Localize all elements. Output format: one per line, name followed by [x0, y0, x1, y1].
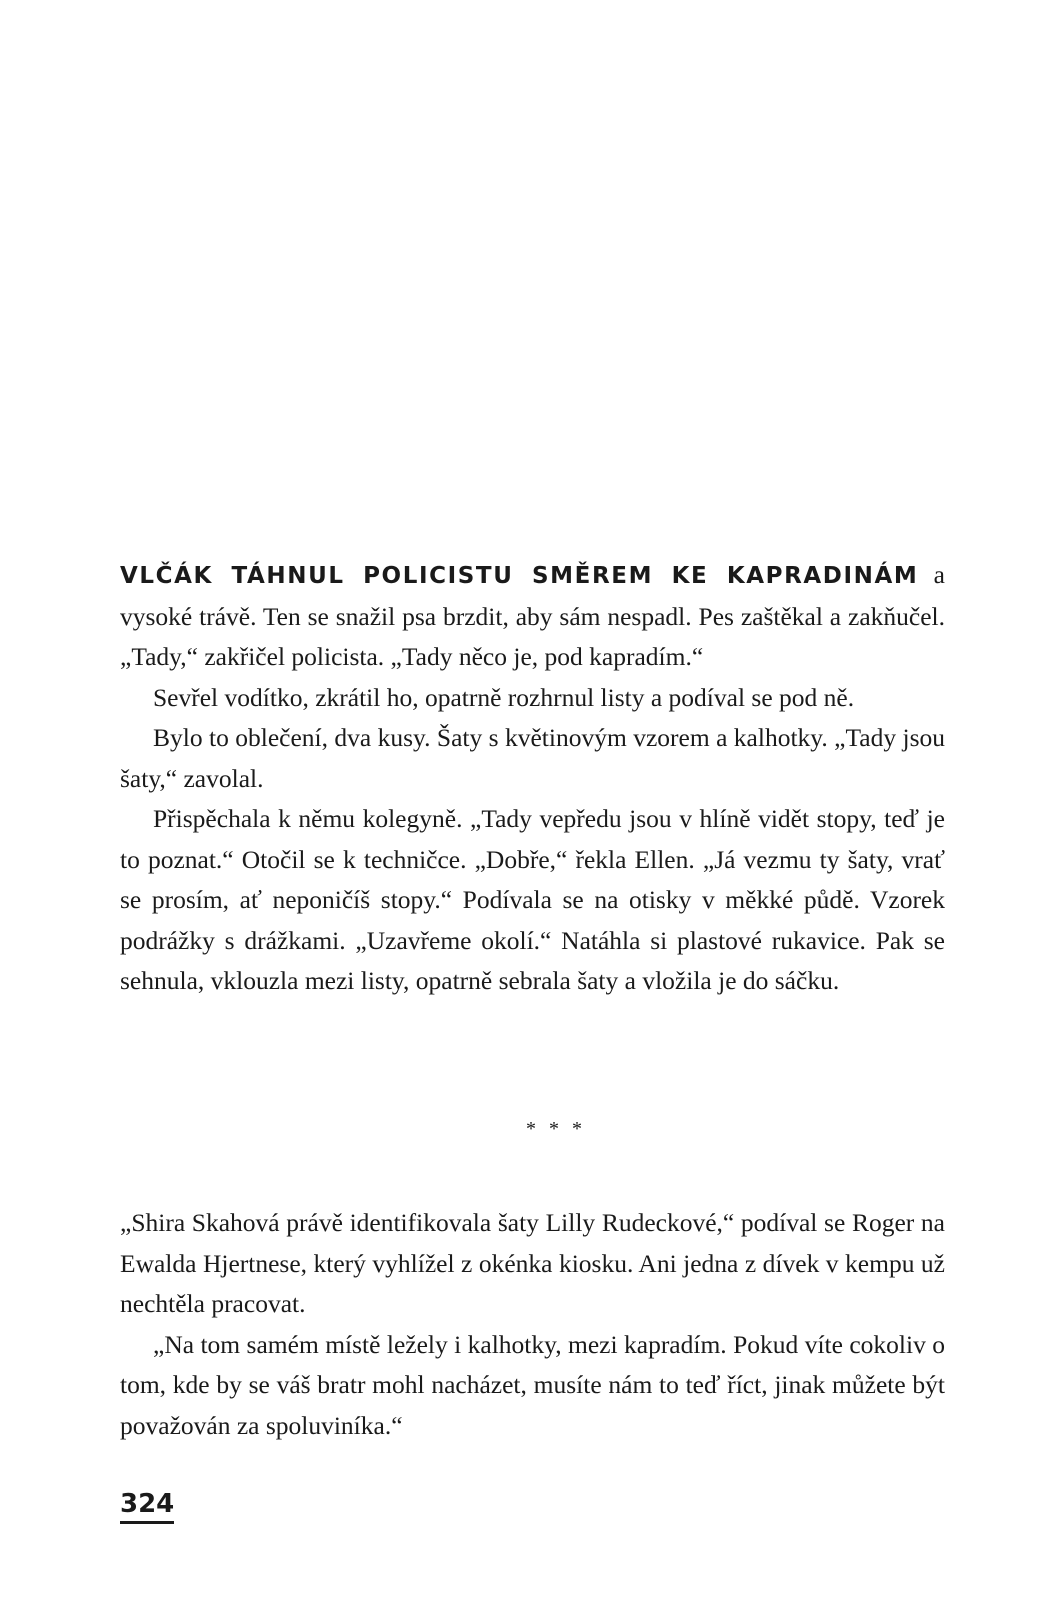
scene-section: [120, 1203, 945, 1446]
chapter-lead-in: VLČÁK TÁHNUL POLICISTU SMĚREM KE KAPRADINÁM: [120, 563, 919, 589]
chapter-section: [120, 555, 945, 1002]
opening-paragraph-text: a vysoké trávě. Ten se snažil psa brzdit, aby sám nespadl. Pes zaštěkal a zakňučel. „Tady,“ zakřičel policista. „Tady něco je, pod kapradím.“: [120, 560, 945, 671]
paragraph: Sevřel vodítko, zkrátil ho, opatrně rozhrnul listy a podíval se pod ně.: [153, 682, 855, 712]
paragraph: Přispěchala k němu kolegyně. „Tady vepředu jsou v hlíně vidět stopy, teď je to poznat.“ Otočil se k techničce. „Dobře,“ řekla Ellen. „Já vezmu ty šaty, vrať se prosím, ať neponičíš stopy.“ Podívala se na otisky v měkké půdě. Vzorek podrážky s drážkami. „Uzavřeme okolí.“ Natáhla si plastové rukavice. Pak se sehnula, vklouzla mezi listy, opatrně sebrala šaty a vložila je do sáčku.: [120, 804, 945, 995]
opening-paragraph: [120, 555, 945, 678]
page-number: 324: [120, 1488, 174, 1524]
scene-separator: * * *: [526, 1118, 586, 1140]
paragraph: „Shira Skahová právě identifikovala šaty Lilly Rudeckové,“ podíval se Roger na Ewalda Hjertnese, který vyhlížel z okénka kiosku. Ani jedna z dívek v kempu už nechtěla pracovat.: [120, 1208, 945, 1318]
paragraph: „Na tom samém místě ležely i kalhotky, mezi kapradím. Pokud víte cokoliv o tom, kde by se váš bratr mohl nacházet, musíte nám to teď říct, jinak můžete být považován za spoluviníka.“: [120, 1329, 945, 1440]
paragraph: Bylo to oblečení, dva kusy. Šaty s květinovým vzorem a kalhotky. „Tady jsou šaty,“ zavolal.: [120, 723, 945, 793]
